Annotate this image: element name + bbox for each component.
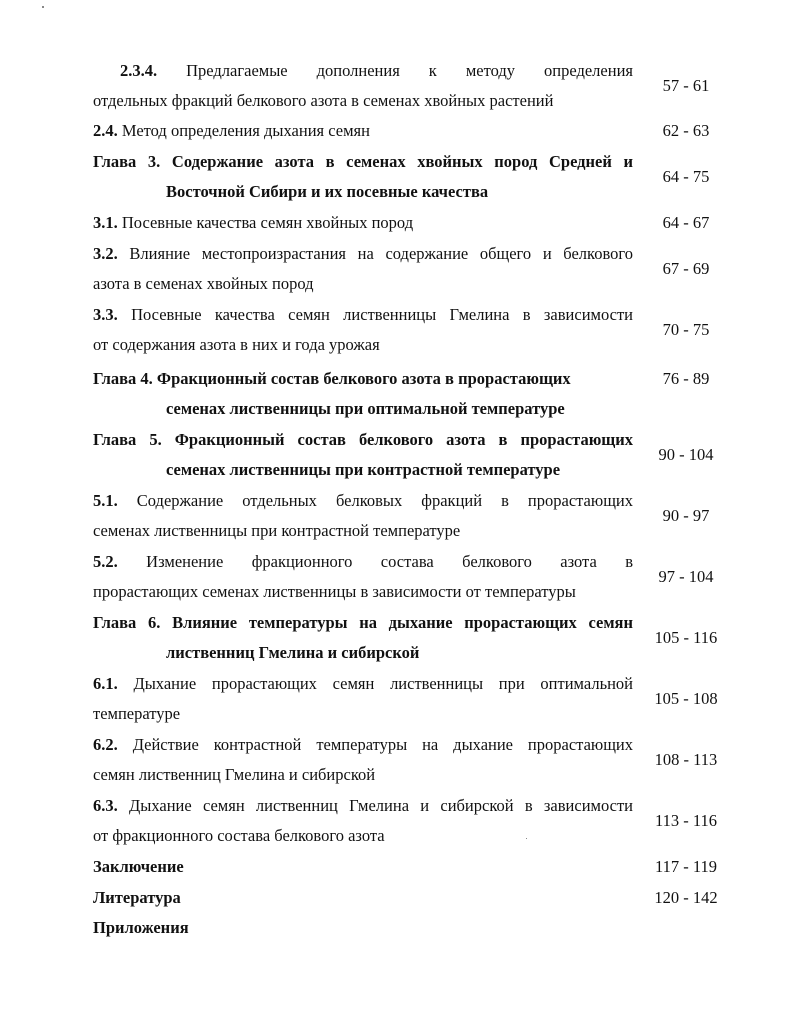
toc-line: Приложения bbox=[93, 918, 189, 937]
section-title-part: Влияние местопроизрастания на содержание общего и белкового bbox=[129, 244, 633, 263]
section-number: 6.3. bbox=[93, 796, 118, 815]
toc-entry-2-3-4 bbox=[93, 56, 633, 116]
toc-line: прорастающих семенах лиственницы в зависимости от температуры bbox=[93, 582, 576, 601]
scan-speck bbox=[42, 6, 44, 8]
section-number: 6.1. bbox=[93, 674, 118, 693]
toc-entry-3-2 bbox=[93, 239, 633, 299]
toc-pages: 117 - 119 bbox=[654, 857, 718, 876]
section-title-part: Содержание отдельных белковых фракций в прорастающих bbox=[136, 491, 633, 510]
section-number: 5.1. bbox=[93, 491, 118, 510]
toc-line: семян лиственниц Гмелина и сибирской bbox=[93, 765, 376, 784]
toc-entry-5-1 bbox=[93, 486, 633, 546]
toc-line: Глава 6. Влияние температуры на дыхание прорастающих семян bbox=[93, 613, 633, 632]
toc-pages: 64 - 67 bbox=[662, 213, 710, 232]
toc-pages: 97 - 104 bbox=[658, 567, 714, 586]
toc-line: от содержания азота в них и года урожая bbox=[93, 335, 380, 354]
toc-pages: 113 - 116 bbox=[654, 811, 718, 830]
toc-pages: 105 - 108 bbox=[654, 689, 718, 708]
toc-entry-2-4 bbox=[93, 116, 633, 146]
toc-line bbox=[93, 730, 633, 760]
toc-line bbox=[93, 56, 633, 86]
toc-pages: 64 - 75 bbox=[662, 167, 710, 186]
toc-line: Заключение bbox=[93, 857, 184, 876]
toc-line: Глава 4. Фракционный состав белкового азота в прорастающих bbox=[93, 369, 571, 388]
section-number: 2.4. bbox=[93, 121, 118, 140]
toc-pages: 90 - 97 bbox=[662, 506, 710, 525]
toc-entry-conclusion bbox=[93, 852, 633, 882]
toc-entry-3-1 bbox=[93, 208, 633, 238]
section-number: 3.2. bbox=[93, 244, 118, 263]
section-title-part: Дыхание семян лиственниц Гмелина и сибирской в зависимости bbox=[129, 796, 633, 815]
section-title-part: Дыхание прорастающих семян лиственницы при оптимальной bbox=[133, 674, 633, 693]
toc-entry-6-1 bbox=[93, 669, 633, 729]
section-title-part: Действие контрастной температуры на дыхание прорастающих bbox=[132, 735, 633, 754]
section-title-part: Посевные качества семян хвойных пород bbox=[121, 213, 414, 232]
section-number: 6.2. bbox=[93, 735, 118, 754]
toc-line: температуре bbox=[93, 704, 181, 723]
section-title-part: Изменение фракционного состава белкового азота в bbox=[146, 552, 633, 571]
section-title-part: Метод определения дыхания семян bbox=[121, 121, 370, 140]
toc-line: Глава 5. Фракционный состав белкового азота в прорастающих bbox=[93, 430, 633, 449]
section-number: 3.1. bbox=[93, 213, 118, 232]
toc-entry-6-3 bbox=[93, 791, 633, 851]
toc-line: лиственниц Гмелина и сибирской bbox=[166, 643, 420, 662]
toc-line bbox=[93, 791, 633, 821]
toc-line bbox=[93, 300, 633, 330]
toc-entry-literature bbox=[93, 883, 633, 913]
toc-entry-chapter-4 bbox=[93, 364, 633, 424]
toc-pages: 90 - 104 bbox=[658, 445, 714, 464]
toc-line: семенах лиственницы при контрастной температуре bbox=[166, 460, 561, 479]
toc-line: Литература bbox=[93, 888, 181, 907]
toc-line: от фракционного состава белкового азота bbox=[93, 826, 385, 845]
scan-speck bbox=[526, 838, 527, 839]
toc-pages: 105 - 116 bbox=[654, 628, 718, 647]
section-number: 5.2. bbox=[93, 552, 118, 571]
toc-line bbox=[93, 116, 633, 146]
toc-entry-chapter-3 bbox=[93, 147, 633, 207]
toc-line: азота в семенах хвойных пород bbox=[93, 274, 314, 293]
toc-line: семенах лиственницы при контрастной температуре bbox=[93, 521, 461, 540]
toc-entry-5-2 bbox=[93, 547, 633, 607]
section-title-part: Предлагаемые дополнения к методу определения bbox=[186, 61, 633, 80]
toc-entry-chapter-6 bbox=[93, 608, 633, 668]
toc-line: отдельных фракций белкового азота в семенах хвойных растений bbox=[93, 91, 554, 110]
toc-line: Глава 3. Содержание азота в семенах хвойных пород Средней и bbox=[93, 152, 633, 171]
toc-line bbox=[93, 547, 633, 577]
toc-line bbox=[93, 669, 633, 699]
toc-line: семенах лиственницы при оптимальной температуре bbox=[166, 399, 565, 418]
toc-pages: 120 - 142 bbox=[654, 888, 718, 907]
toc-entry-appendices bbox=[93, 913, 633, 943]
toc-line bbox=[93, 239, 633, 269]
toc-pages: 76 - 89 bbox=[662, 369, 710, 388]
toc-pages: 57 - 61 bbox=[662, 76, 710, 95]
toc-pages: 70 - 75 bbox=[662, 320, 710, 339]
toc-pages: 108 - 113 bbox=[654, 750, 718, 769]
section-number: 3.3. bbox=[93, 305, 118, 324]
section-title-part: Посевные качества семян лиственницы Гмелина в зависимости bbox=[131, 305, 633, 324]
toc-entry-6-2 bbox=[93, 730, 633, 790]
toc-pages: 62 - 63 bbox=[662, 121, 710, 140]
section-number: 2.3.4. bbox=[120, 61, 158, 80]
toc-line: Восточной Сибири и их посевные качества bbox=[166, 182, 489, 201]
toc-entry-chapter-5 bbox=[93, 425, 633, 485]
toc-line bbox=[93, 486, 633, 516]
toc-pages: 67 - 69 bbox=[662, 259, 710, 278]
toc-entry-3-3 bbox=[93, 300, 633, 360]
toc-line bbox=[93, 208, 633, 238]
